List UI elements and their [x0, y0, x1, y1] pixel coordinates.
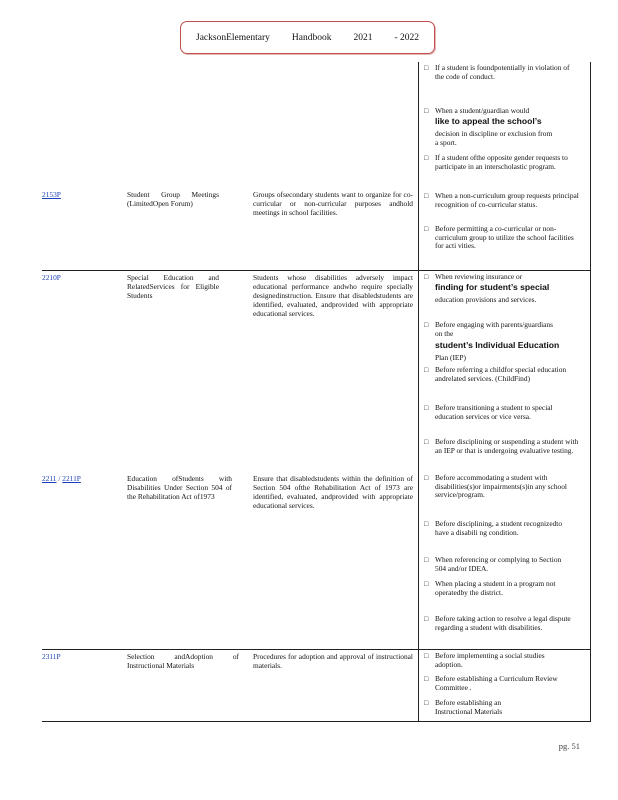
policy-code-2211	[42, 474, 81, 483]
table-right-border	[590, 62, 591, 722]
policy-code-2311p[interactable]: 2311P	[42, 652, 61, 661]
list-item: □ When a student/guardian would	[424, 107, 574, 116]
list-item: □ Before disciplining or suspending a student with an IEP or that is undergoing evaluative testing.	[424, 438, 579, 455]
list-item: □ Before disciplining, a student recognizedto have a disabili ng condition.	[424, 520, 574, 537]
list-item: □ If a student is foundpotentially in violation of the code of conduct.	[424, 64, 574, 81]
list-item: □ Before implementing a social studies adoption.	[424, 652, 574, 669]
list-item: □ If a student ofthe opposite gender requests to participate in an interscholastic program.	[424, 154, 579, 171]
policy-title: Special Education and RelatedServices for Eligible Students	[127, 273, 219, 300]
policy-code-2153p[interactable]: 2153P	[42, 190, 61, 199]
list-item: □ Before accommodating a student with disabilities(s)or impairments(s)in any school service/program.	[424, 474, 574, 500]
policy-code-link[interactable]: 2211	[42, 474, 57, 483]
list-item: □ Before taking action to resolve a legal dispute regarding a student with disabilities.	[424, 615, 579, 632]
policy-code-2210p[interactable]: 2210P	[42, 273, 61, 282]
policy-description: Students whose disabilities adversely impact educational performance andwho require specially designedinstruction. Ensure that disabledstudents are identified, evaluated, andprovided with appropriate educational services.	[253, 273, 413, 318]
list-item-cont: education provisions and services.	[435, 295, 537, 304]
policy-table	[42, 62, 590, 722]
list-item: □ Before establishing a Curriculum Review Committee .	[424, 675, 574, 692]
list-item: □ Before permitting a co-curricular or non-curriculum group to utilize the school facilities for acti vities.	[424, 225, 574, 251]
list-item: □ When referencing or complying to Section 504 and/or IDEA.	[424, 556, 574, 573]
policy-title: Education ofStudents with Disabilities Under Section 504 of the Rehabilitation Act of1973	[127, 474, 232, 501]
page-number: pg. 51	[558, 741, 580, 751]
list-item: □ When a non-curriculum group requests principal recognition of co-curricular status.	[424, 192, 579, 209]
list-item: □ Before referring a childfor special education andrelated services. (ChildFind)	[424, 366, 574, 383]
header-year-end: - 2022	[394, 32, 419, 43]
list-item: □ When reviewing insurance or	[424, 273, 574, 282]
list-item-cont: Plan (IEP)	[435, 353, 466, 362]
list-item: □ When placing a student in a program not operatedby the district.	[424, 580, 574, 597]
row-divider	[42, 721, 590, 722]
list-item-bold: like to appeal the school’s	[435, 116, 542, 126]
row-divider	[42, 649, 590, 650]
policy-description: Procedures for adoption and approval of instructional materials.	[253, 652, 413, 670]
policy-title: Selection andAdoption of Instructional Materials	[127, 652, 239, 670]
list-item-bold: student’s Individual Education	[435, 340, 560, 350]
page-header	[180, 21, 435, 54]
row-divider	[42, 270, 590, 271]
column-divider	[418, 62, 419, 722]
header-year-start: 2021	[353, 32, 373, 43]
list-item: □ Before engaging with parents/guardians on the	[424, 321, 559, 338]
policy-description: Groups ofsecondary students want to organize for co-curricular or non-curricular purposes andhold meetings in school facilities.	[253, 190, 413, 217]
code-separator: /	[56, 474, 63, 483]
list-item-bold: finding for student’s special	[435, 282, 550, 292]
policy-title: Student Group Meetings (LimitedOpen Forum)	[127, 190, 219, 208]
list-item-cont: decision in discipline or exclusion from a sport.	[435, 129, 553, 147]
list-item: □ Before transitioning a student to special education services or vice versa.	[424, 404, 579, 421]
policy-description: Ensure that disabledstudents within the definition of Section 504 ofthe Rehabilitation Act of 1973 are identified, evaluated, andprovided with appropriate educational services.	[253, 474, 413, 510]
list-item: □ Before establishing an Instructional Materials	[424, 699, 534, 716]
header-school: JacksonElementary	[196, 32, 270, 43]
policy-code-link[interactable]: 2211P	[62, 474, 81, 483]
header-doc: Handbook	[291, 32, 332, 43]
